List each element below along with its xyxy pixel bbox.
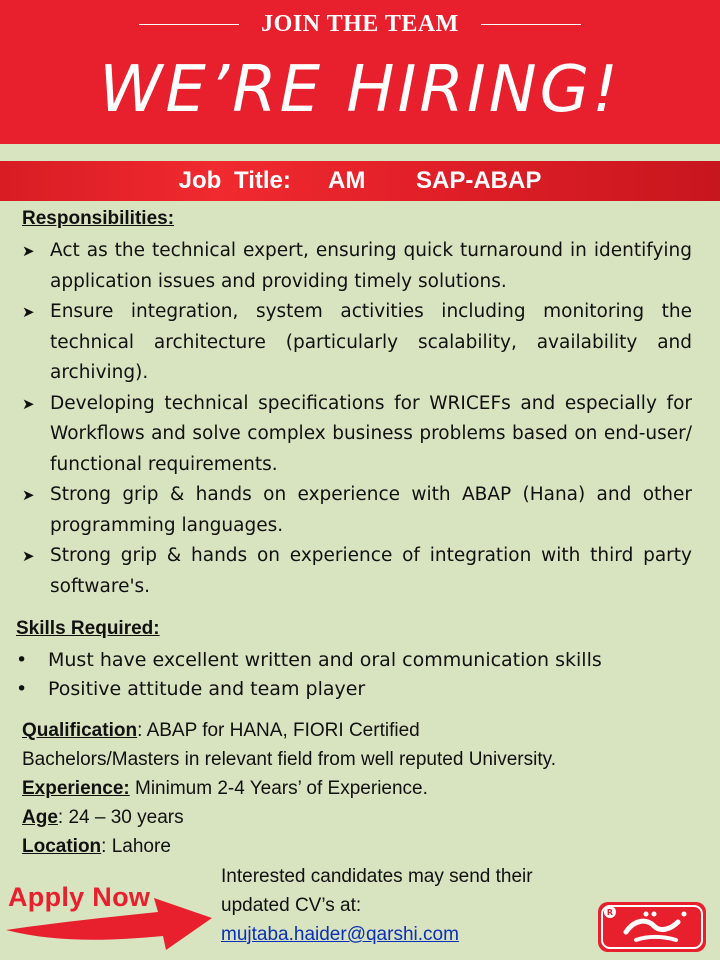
list-item xyxy=(22,297,692,389)
registered-mark: R xyxy=(606,908,614,917)
skill-text: Must have excellent written and oral communication skills xyxy=(48,649,602,671)
responsibilities-heading: Responsibilities: xyxy=(22,208,175,229)
job-details xyxy=(22,716,712,861)
hiring-banner xyxy=(0,0,720,144)
skills-heading: Skills Required: xyxy=(16,618,160,639)
qualification-value: : ABAP for HANA, FIORI Certified xyxy=(137,720,420,741)
qualification-line xyxy=(22,716,712,745)
email-link[interactable]: mujtaba.haider@qarshi.com xyxy=(221,924,459,945)
bullet-icon: • xyxy=(16,678,28,700)
join-the-team-text: JOIN THE TEAM xyxy=(261,10,459,37)
list-item xyxy=(22,389,692,481)
experience-value: Minimum 2-4 Years’ of Experience. xyxy=(129,778,428,799)
list-item xyxy=(22,480,692,541)
job-title-bar xyxy=(0,161,720,201)
experience-label: Experience: xyxy=(22,778,130,799)
apply-now-label: Apply Now xyxy=(8,882,151,912)
divider-right xyxy=(481,24,581,25)
arrow-bullet-icon: ➤ xyxy=(22,486,35,504)
responsibilities-list xyxy=(22,236,692,602)
contact-line-2: updated CV’s at: xyxy=(221,895,362,916)
contact-block xyxy=(221,862,601,949)
skill-text: Positive attitude and team player xyxy=(48,678,366,700)
bullet-icon: • xyxy=(16,649,28,671)
responsibility-text: Strong grip & hands on experience with ABAP (Hana) and other programming languages. xyxy=(50,484,692,536)
join-the-team-row xyxy=(0,8,720,40)
location-value: : Lahore xyxy=(101,836,171,857)
qualification-label: Qualification xyxy=(22,720,138,741)
responsibility-text: Act as the technical expert, ensuring quick turnaround in identifying application issues and providing timely solutions. xyxy=(50,240,692,292)
list-item xyxy=(14,646,704,675)
location-line xyxy=(22,832,712,861)
arrow-bullet-icon: ➤ xyxy=(22,394,35,413)
list-item xyxy=(22,541,692,602)
arrow-bullet-icon: ➤ xyxy=(22,303,35,321)
age-value: : 24 – 30 years xyxy=(57,807,184,828)
list-item xyxy=(22,236,692,297)
list-item xyxy=(14,675,704,704)
job-title: Job Title: AM SAP-ABAP xyxy=(178,167,542,194)
skills-list xyxy=(14,646,704,704)
age-label: Age xyxy=(22,807,58,828)
responsibility-text: Strong grip & hands on experience of integration with third party software's. xyxy=(50,545,692,597)
responsibility-text: Developing technical specifications for WRICEFs and especially for Workflows and solve complex business problems based on end-user/ functional requirements. xyxy=(50,392,692,475)
responsibility-text: Ensure integration, system activities including monitoring the technical architecture (particularly scalability, availability and archiving). xyxy=(50,301,692,383)
age-line xyxy=(22,803,712,832)
contact-line-1: Interested candidates may send their xyxy=(221,866,533,887)
experience-line xyxy=(22,774,712,803)
arrow-bullet-icon: ➤ xyxy=(22,242,35,260)
arrow-bullet-icon: ➤ xyxy=(22,547,35,565)
degree-line: Bachelors/Masters in relevant field from well reputed University. xyxy=(22,749,556,770)
hiring-headline: WE’RE HIRING! xyxy=(99,53,621,127)
qarshi-logo-icon xyxy=(596,900,708,954)
location-label: Location xyxy=(22,836,102,857)
divider-left xyxy=(139,24,239,25)
